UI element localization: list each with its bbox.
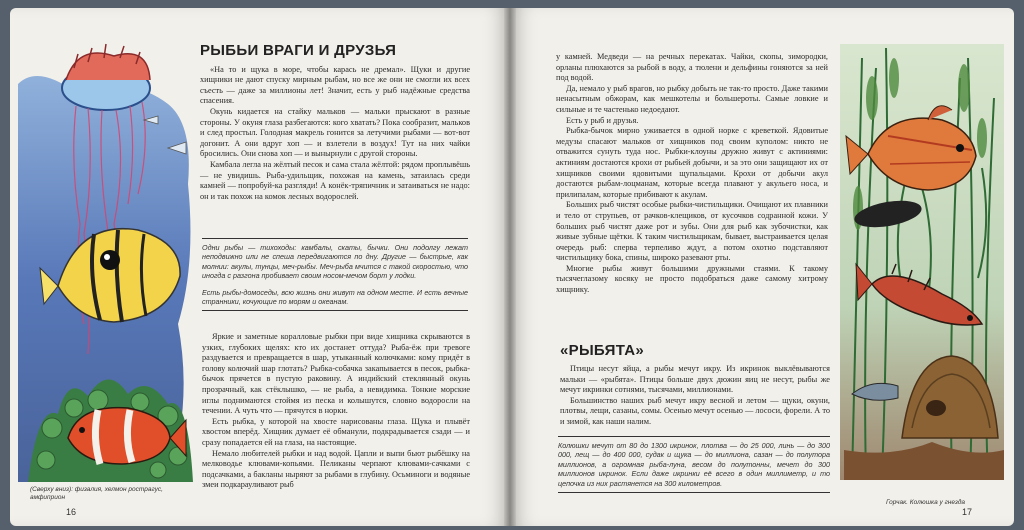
page-number-left: 16	[66, 507, 77, 517]
left-illustration	[18, 24, 198, 482]
right-info-box	[558, 436, 830, 493]
freshwater-fish-illustration	[832, 38, 1008, 480]
left-column-bottom	[202, 332, 470, 491]
paragraph: Есть у рыб и друзья.	[566, 115, 639, 125]
book-spread	[10, 8, 1014, 526]
marine-animals-illustration	[18, 24, 198, 482]
book-spine	[504, 8, 516, 526]
right-column-top	[556, 52, 828, 296]
right-illustration	[832, 38, 1008, 480]
paragraph: Большинство наших рыб мечут икру весной и летом — щуки, окуни, плотвы, лещи, сазаны, сомы. Осенью мечут осенью — лососи, форели. А то и зимой, как наши налим.	[560, 395, 830, 426]
paragraph: Больших рыб чистят особые рыбки-чистильщики. Очищают их плавники и тело от струпьев, от рачков-клещиков, от кусочков содранной кожи. У больших рыб чистят даже рот и зубы. Они для рыб как зубочистки, как живые зубные щётки. К таким чистильщикам, бывает, выстраивается целая очередь рыб: сперва терпеливо ждут, а потом охотно подставляют чистильщику бока, спины, широко разевают рты.	[556, 200, 828, 263]
paragraph: «На то и щука в море, чтобы карась не дремал». Щуки и другие хищники не дают спуску мирным рыбам, но все же они не смогли их всех съесть — даже за миллионы лет! Значит, есть у рыб надёжные средства спасения.	[200, 64, 470, 106]
left-caption: (Сверху вниз): физалия, хелмон рострагус, амфиприон	[30, 486, 163, 501]
paragraph: у камней. Медведи — на речных перекатах. Чайки, скопы, зимородки, орланы плюхаются за рыбой в воду, а тюлени и дельфины гоняются за ней под водой.	[556, 52, 828, 83]
left-page	[10, 8, 510, 526]
paragraph: Да, немало у рыб врагов, но рыбку добыть не так-то просто. Даже такими ненасытным обжорам, как мешкотелы и большероты. Самые ловкие и сильные и те частенько недоедают.	[556, 83, 828, 114]
paragraph: Многие рыбы живут большими дружными стаями. К такому тысячеглазому косяку не просто подобраться даже самому хитрому хищнику.	[556, 263, 828, 295]
paragraph: Камбала легла на жёлтый песок и сама стала жёлтой: рядом проплывёшь — не увидишь. Рыба-удильщик, похожая на камень, затаилась среди камней — попробуй-ка разгляди! А конёк-тряпичник и затаиваться не надо: он и так похож на комок лесных водорослей.	[200, 159, 470, 201]
page-number-right: 17	[962, 507, 973, 517]
info-box-text: Есть рыбы-домоседы, всю жизнь они живут на одном месте. И есть вечные странники, кочующие по морям и океанам.	[202, 287, 468, 307]
section-heading-fry: «РЫБЯТА»	[560, 342, 645, 359]
paragraph: Птицы несут яйца, а рыбы мечут икру. Из икринок выклёвываются мальки — «рыбята». Птицы больше двух дюжин яиц не несут, рыбы же мечут икринки сотнями, тысячами, миллионами.	[560, 364, 830, 395]
right-caption: Горчак. Колюшка у гнезда	[886, 499, 966, 506]
left-info-box	[202, 238, 468, 311]
info-box-text: Колюшки мечут от 80 до 1300 икринок, плотва — до 25 000, линь — до 300 000, лещ — до 400 000, судак и щука — до миллиона, сазан — до полутора миллионов, а огромная рыба-луна, весом до полутонны, мечет до 300 миллионов икринок. Если даже икринки её всего в один миллиметр, и то цепочка из них растянется на 300 километров.	[558, 441, 830, 488]
right-column-bottom	[560, 364, 830, 428]
info-box-text: Одни рыбы — тихоходы: камбалы, скаты, бычки. Они подолгу лежат неподвижно или не спеша передвигаются по дну. Другие — быстрые, как молнии: акулы, тунцы, меч-рыбы. Меч-рыба мчится с такой скоростью, что иногда с разгона пробивает своим носом-мечом борт у лодки.	[202, 243, 468, 281]
paragraph: Яркие и заметные коралловые рыбки при виде хищника скрываются в узких, глубоких щелях: кто их достанет оттуда? Рыба-ёж при тревоге раздувается и превращается в шар, утыканный колючками: кому придёт в голову колючий шар глотать? Рыбка-собачка закапывается в песок, рыбка-бычок прячется в пустую раковину. А индийский стеклянный окунь прозрачный, как стёклышко, — не рыба, а невидимка. Тонкие морские иглы поднимаются стоймя из песка и колышутся, словно водоросли на течении. А чуть что — прячутся в норки.	[202, 332, 470, 416]
paragraph: Рыбка-бычок мирно уживается в одной норке с креветкой. Ядовитые медузы спасают мальков от хищников под своим куполом: никто не отважится сунуть туда нос. Рыбки-клоуны дружно живут с актиниями: актиниям достаются крохи от рыбьей добычи, и за это они защищают их от хищников своими ядовитыми щупальцами. Крохи от добычи акул достаются рыбам-лоцманам, которые всегда плавают у акульего носа, и прилипалам, которые прибивают к акулам.	[556, 126, 828, 199]
left-column-top	[200, 42, 470, 202]
paragraph: Немало любителей рыбки и над водой. Цапли и выпи бьют рыбёшку на мелководье клювами-копьями. Пеликаны черпают клювами-сачками с подсачками, а бакланы ныряют за рыбами в глубину. Осьминоги и водяные змеи подкарауливают рыб	[202, 448, 470, 490]
paragraph: Есть рыбка, у которой на хвосте нарисованы глаза. Щука и плывёт хвостом вперёд. Хищник думает её обманули, подкрадывается сзади — и сразу попадается ей на глаза, на настоящие.	[202, 416, 470, 447]
section-heading-enemies: РЫБЬИ ВРАГИ И ДРУЗЬЯ	[200, 42, 397, 59]
right-page	[510, 8, 1014, 526]
paragraph: Окунь кидается на стайку мальков — мальки прыскают в разные стороны. У окуня глаза разбегаются: кого хватать? Пока сообразит, мальков и след простыл. Голодная макрель гонится за летучими рыбами — вот-вот догонит. А они вдруг хоп — и взлетели в воздух! Тут на них чайки бросились. Они снова хоп — и вынырнули с другой стороны.	[200, 106, 470, 159]
